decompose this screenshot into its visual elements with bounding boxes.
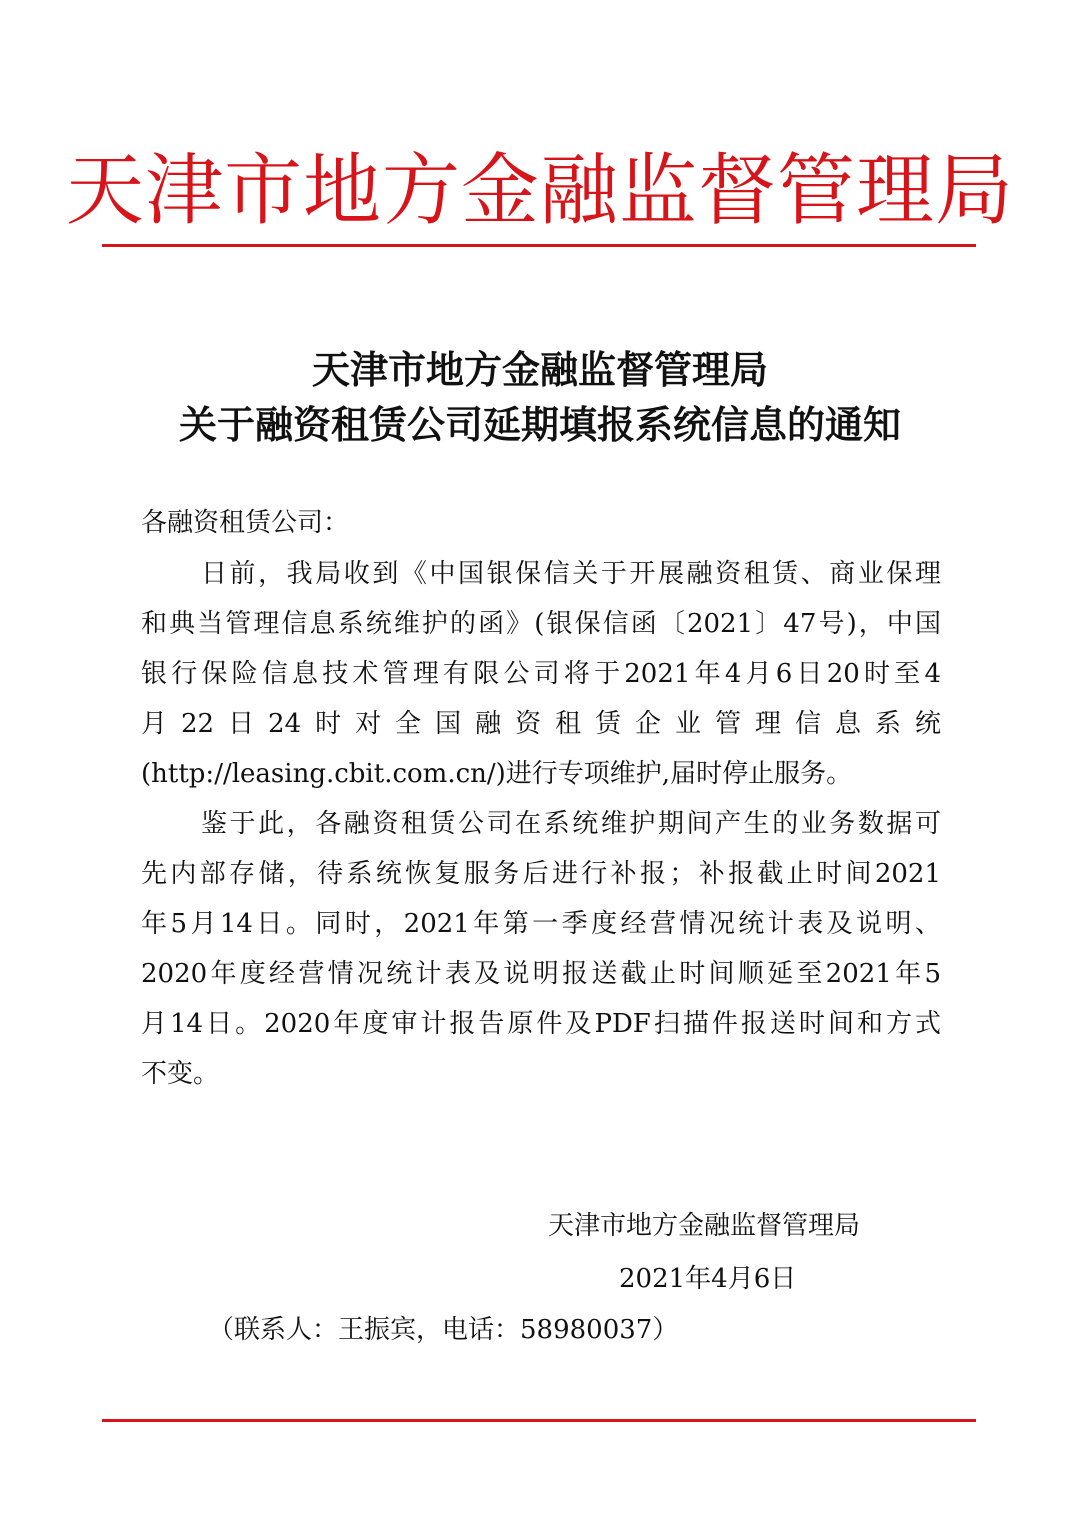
footer-rule (102, 1419, 976, 1422)
signature-date: 2021年4月6日 (619, 1264, 797, 1294)
paragraph-line: 和典当管理信息系统维护的函》(银保信函〔2021〕47号)，中国 (141, 609, 941, 639)
paragraph-line: 月14日。2020年度审计报告原件及PDF扫描件报送时间和方式 (141, 1009, 941, 1039)
paragraph-line: 先内部存储，待系统恢复服务后进行补报；补报截止时间2021 (141, 859, 941, 889)
paragraph-line: 鉴于此，各融资租赁公司在系统维护期间产生的业务数据可 (201, 809, 941, 839)
paragraph-line: 2020年度经营情况统计表及说明报送截止时间顺延至2021年5 (141, 959, 941, 989)
paragraph-line: 年5月14日。同时，2021年第一季度经营情况统计表及说明、 (141, 909, 941, 939)
paragraph-line: 不变。 (141, 1059, 220, 1089)
paragraph-line: 月22日24时对全国融资租赁企业管理信息系统 (141, 709, 941, 739)
signature-org: 天津市地方金融监督管理局 (548, 1211, 861, 1241)
paragraph-line: (http://leasing.cbit.com.cn/)进行专项维护,届时停止服务。 (141, 759, 853, 789)
salutation: 各融资租赁公司： (141, 508, 350, 538)
notice-title-line1: 天津市地方金融监督管理局 (311, 347, 768, 392)
notice-title-line2: 关于融资租赁公司延期填报系统信息的通知 (178, 402, 901, 447)
paragraph-line: 银行保险信息技术管理有限公司将于2021年4月6日20时至4 (141, 659, 941, 689)
paragraph-line: 日前，我局收到《中国银保信关于开展融资租赁、商业保理 (201, 559, 941, 589)
contact-info: （联系人：王振宾，电话：58980037） (208, 1315, 679, 1345)
masthead-rule (102, 244, 976, 247)
masthead: 天津市地方金融监督管理局 (65, 146, 1014, 236)
